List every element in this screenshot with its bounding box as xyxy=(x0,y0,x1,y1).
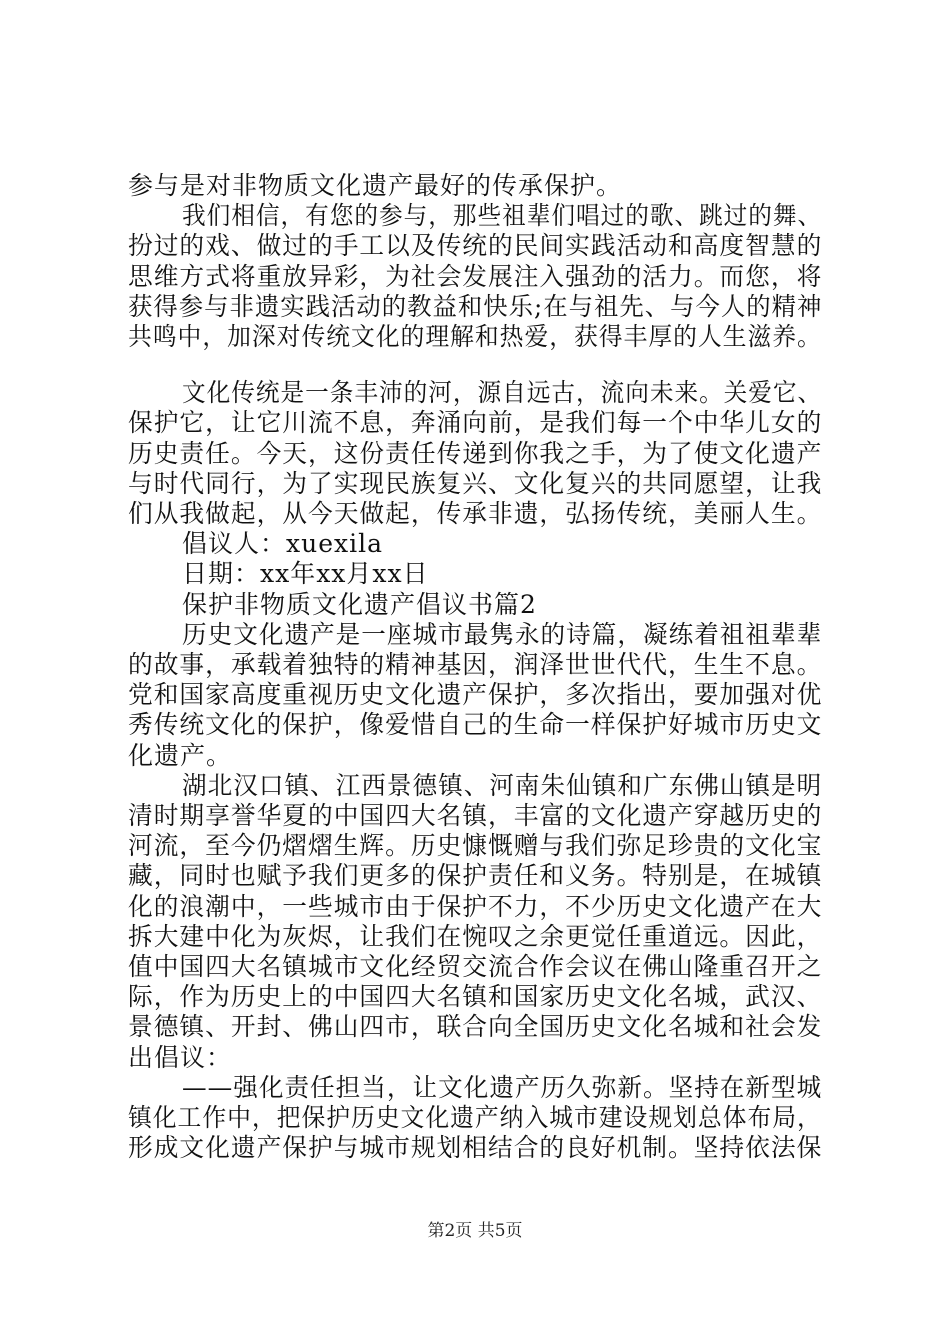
text-line: 的故事，承载着独特的精神基因，润泽世世代代，生生不息。 xyxy=(128,650,823,679)
text-line: 历史责任。今天，这份责任传递到你我之手，为了使文化遗产 xyxy=(128,439,823,468)
text-line: 倡议人：xuexila xyxy=(182,529,383,558)
text-line: 历史文化遗产是一座城市最隽永的诗篇，凝练着祖祖辈辈 xyxy=(182,620,823,649)
text-line: 秀传统文化的保护，像爱惜自己的生命一样保护好城市历史文 xyxy=(128,710,823,739)
text-line: 保护它，让它川流不息，奔涌向前，是我们每一个中华儿女的 xyxy=(128,408,823,437)
text-line: 镇化工作中，把保护历史文化遗产纳入城市建设规划总体布局， xyxy=(128,1103,822,1132)
text-line: 党和国家高度重视历史文化遗产保护，多次指出，要加强对优 xyxy=(128,680,823,709)
text-line: 参与是对非物质文化遗产最好的传承保护。 xyxy=(128,171,623,200)
text-line: ——强化责任担当，让文化遗产历久弥新。坚持在新型城 xyxy=(182,1073,823,1102)
text-line: 清时期享誉华夏的中国四大名镇，丰富的文化遗产穿越历史的 xyxy=(128,801,823,830)
page-number: 第2页 共5页 xyxy=(427,1221,523,1241)
text-line: 我们相信，有您的参与，那些祖辈们唱过的歌、跳过的舞、 xyxy=(182,201,823,230)
text-line: 思维方式将重放异彩，为社会发展注入强劲的活力。而您，将 xyxy=(128,262,823,291)
text-line: 文化传统是一条丰沛的河，源自远古，流向未来。关爱它、 xyxy=(182,378,823,407)
text-line: 拆大建中化为灰烬，让我们在惋叹之余更觉任重道远。因此， xyxy=(128,922,823,951)
text-line: 们从我做起，从今天做起，传承非遗，弘扬传统，美丽人生。 xyxy=(128,499,823,528)
text-line: 际，作为历史上的中国四大名镇和国家历史文化名城，武汉、 xyxy=(128,982,823,1011)
text-line: 河流，至今仍熠熠生辉。历史慷慨赠与我们弥足珍贵的文化宝 xyxy=(128,831,823,860)
text-line: 形成文化遗产保护与城市规划相结合的良好机制。坚持依法保 xyxy=(128,1133,823,1162)
text-line: 藏，同时也赋予我们更多的保护责任和义务。特别是，在城镇 xyxy=(128,861,823,890)
text-line: 扮过的戏、做过的手工以及传统的民间实践活动和高度智慧的 xyxy=(128,231,823,260)
text-line: 日期：xx年xx月xx日 xyxy=(182,559,429,588)
text-line: 化遗产。 xyxy=(128,741,233,770)
text-line: 获得参与非遗实践活动的教益和快乐;在与祖先、与今人的精神 xyxy=(128,292,823,321)
text-line: 景德镇、开封、佛山四市，联合向全国历史文化名城和社会发 xyxy=(128,1012,823,1041)
text-line: 湖北汉口镇、江西景德镇、河南朱仙镇和广东佛山镇是明 xyxy=(182,771,823,800)
text-line: 值中国四大名镇城市文化经贸交流合作会议在佛山隆重召开之 xyxy=(128,952,823,981)
text-line: 化的浪潮中，一些城市由于保护不力，不少历史文化遗产在大 xyxy=(128,892,823,921)
text-line: 共鸣中，加深对传统文化的理解和热爱，获得丰厚的人生滋养。 xyxy=(128,322,822,351)
section-heading: 保护非物质文化遗产倡议书篇2 xyxy=(182,590,537,619)
text-line: 出倡议： xyxy=(128,1043,233,1072)
text-line: 与时代同行，为了实现民族复兴、文化复兴的共同愿望，让我 xyxy=(128,469,823,498)
